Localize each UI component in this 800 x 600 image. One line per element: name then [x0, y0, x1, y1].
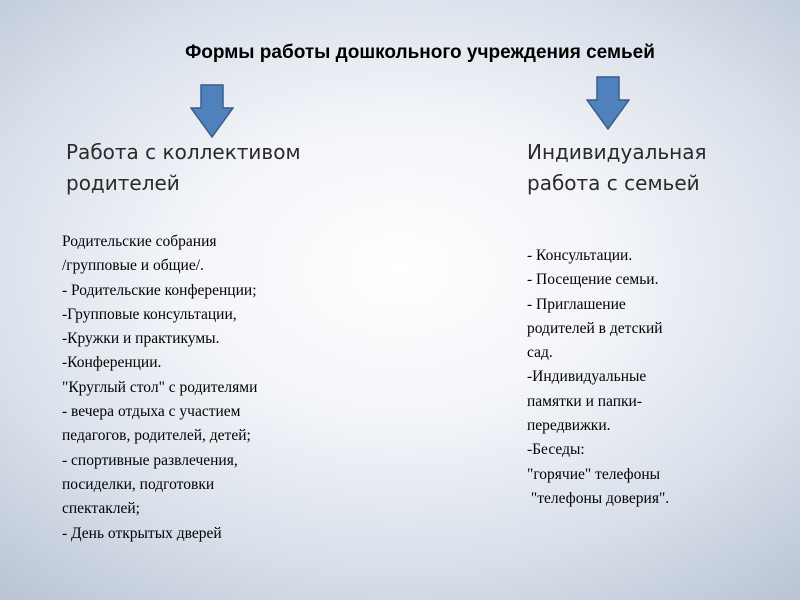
list-item: памятки и папки- — [527, 392, 643, 410]
list-item: посиделки, подготовки — [62, 475, 215, 493]
right-heading-line-1: Индивидуальная — [527, 140, 707, 164]
list-item: педагогов, родителей, детей; — [62, 427, 251, 445]
list-item: -Конференции. — [62, 354, 162, 372]
left-heading-line-1: Работа с коллективом — [66, 140, 301, 164]
list-item: "Круглый стол" с родителями — [62, 378, 258, 396]
down-arrow-right-icon — [586, 76, 630, 130]
list-item: спектаклей; — [62, 500, 140, 518]
list-item: -Беседы: — [527, 441, 585, 459]
left-heading-line-2: родителей — [66, 171, 180, 195]
down-arrow-left-icon — [190, 84, 234, 138]
slide-title: Формы работы дошкольного учреждения семьей — [185, 42, 655, 63]
list-item: передвижки. — [527, 417, 611, 435]
collective-work-list — [62, 230, 257, 546]
list-item: -Групповые консультации, — [62, 305, 237, 323]
right-heading-line-2: работа с семьей — [527, 171, 700, 195]
list-item: родителей в детский — [527, 319, 663, 337]
list-item: - Консультации. — [527, 247, 633, 264]
list-item: -Кружки и практикумы. — [62, 330, 220, 348]
list-item: /групповые и общие/. — [62, 257, 204, 275]
list-item: "телефоны доверия". — [527, 489, 670, 507]
list-item: Родительские собрания — [62, 233, 217, 250]
right-column-heading — [527, 137, 707, 199]
list-item: - Приглашение — [527, 295, 626, 313]
list-item: "горячие" телефоны — [527, 465, 661, 483]
list-item: - День открытых дверей — [62, 524, 222, 542]
list-item: - спортивные развлечения, — [62, 451, 238, 469]
list-item: - Посещение семьи. — [527, 271, 659, 289]
individual-work-list — [527, 244, 669, 511]
list-item: - Родительские конференции; — [62, 281, 257, 299]
list-item: сад. — [527, 344, 553, 362]
list-item: -Индивидуальные — [527, 368, 647, 386]
left-column-heading — [66, 137, 301, 199]
list-item: - вечера отдыха с участием — [62, 403, 241, 421]
